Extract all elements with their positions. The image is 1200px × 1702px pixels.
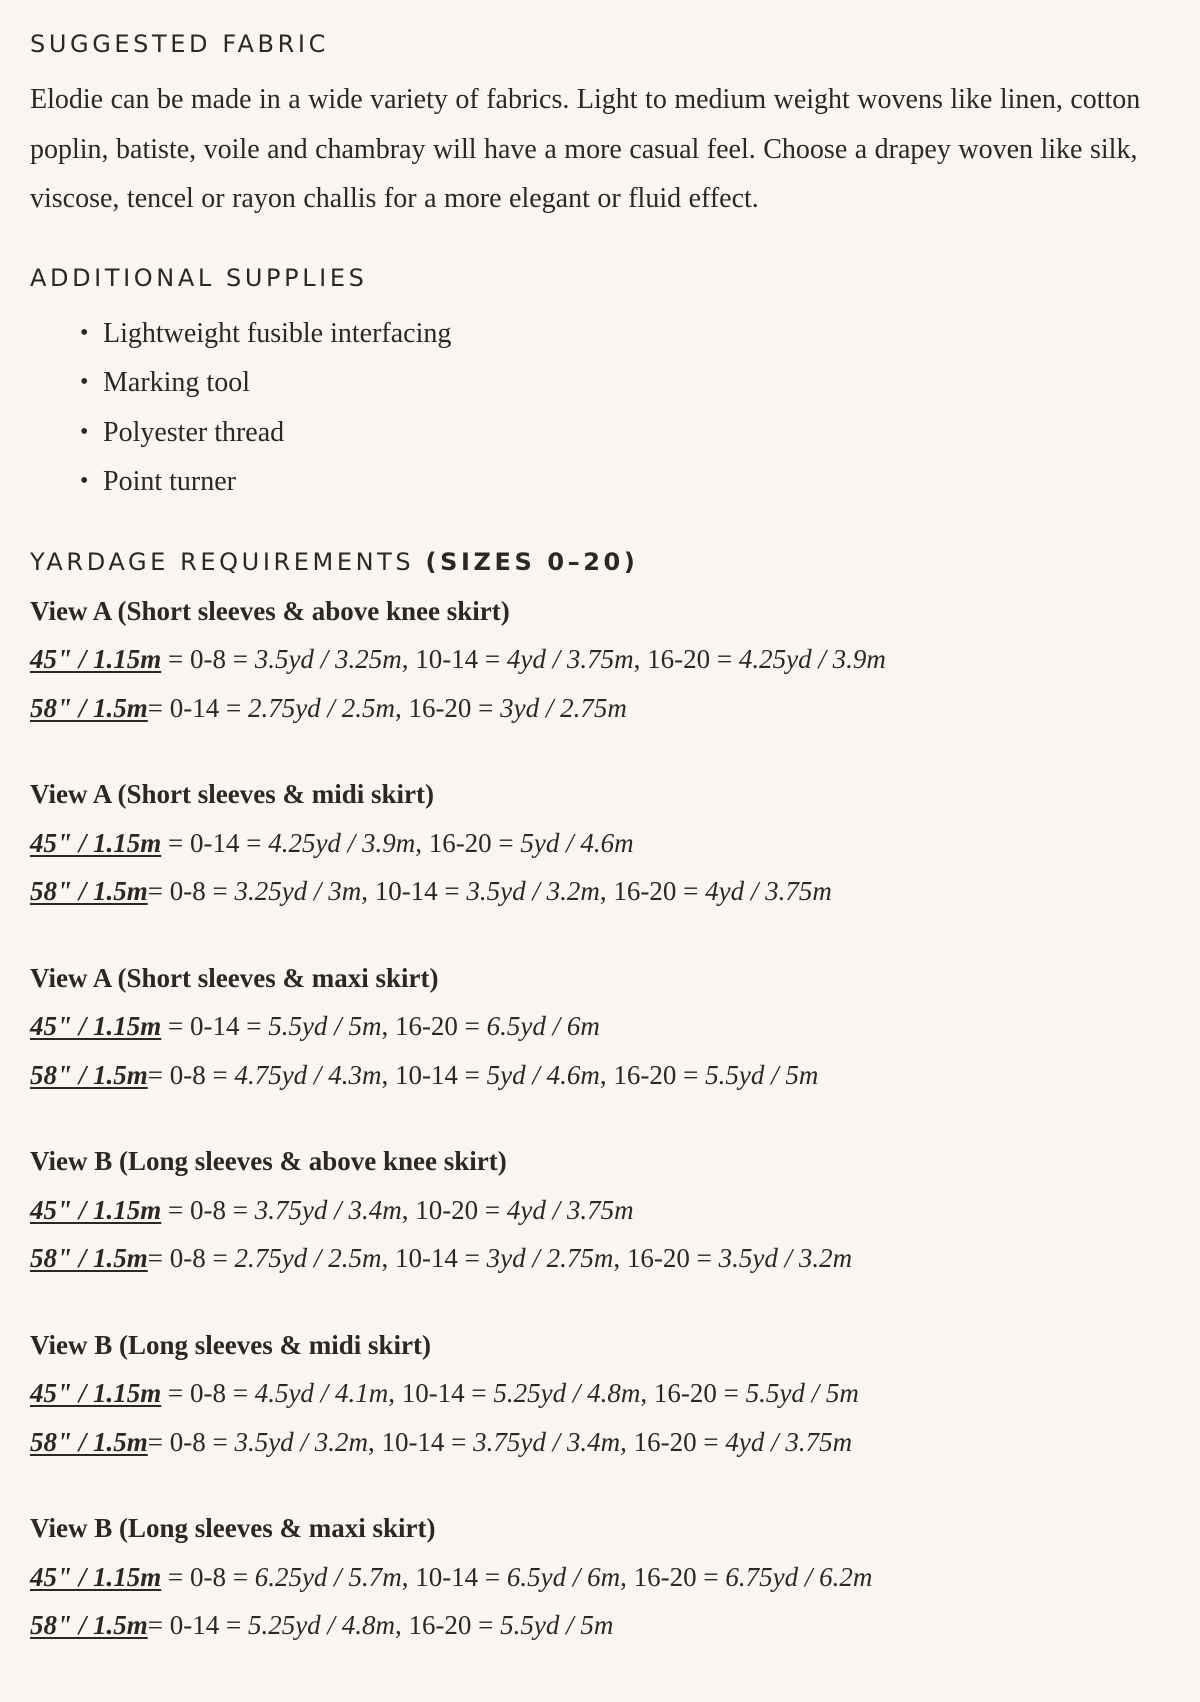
fabric-width-label: 58" / 1.5m [30,876,148,906]
yardage-amount: 5.5yd / 5m [500,1610,614,1640]
equals-sign: = [147,1243,170,1273]
size-range: , 16-20 = [381,1011,487,1041]
size-range: , 10-14 = [388,1378,494,1408]
size-range: , 10-14 = [361,876,467,906]
equals-sign: = [161,1194,190,1225]
yardage-view [30,954,1180,1100]
fabric-width-label: 45" / 1.15m [30,1378,162,1408]
bullet-icon: • [80,418,89,445]
fabric-width-label: 58" / 1.5m [30,1426,148,1457]
view-title: View B (Long sleeves & above knee skirt) [30,1146,507,1176]
fabric-width-label: 45" / 1.15m [30,827,162,858]
equals-sign: = [161,1561,190,1592]
yardage-requirements-heading [30,545,1180,579]
yardage-amount: 3.5yd / 3.2m [466,876,600,906]
view-title: View A (Short sleeves & maxi skirt) [30,962,439,993]
supply-label: Marking tool [103,367,250,398]
bullet-icon: • [80,468,89,494]
size-range: , 16-20 = [613,1243,719,1273]
yardage-amount: 6.75yd / 6.2m [725,1561,873,1592]
yardage-amount: 2.75yd / 2.5m [234,1243,382,1273]
equals-sign: = [147,1426,170,1457]
supply-list-item [80,358,1180,408]
yardage-view [30,587,1180,733]
size-range: 0-14 = [189,827,269,858]
yardage-views [30,587,1180,1650]
suggested-fabric-heading: SUGGESTED FABRIC [30,30,329,58]
additional-supplies-heading: ADDITIONAL SUPPLIES [30,263,368,292]
size-range: , 16-20 = [633,644,739,674]
equals-sign: = [161,1378,190,1408]
yardage-amount: 4.75yd / 4.3m [234,1059,382,1090]
fabric-width-line [30,1051,1180,1100]
fabric-width-line [30,1553,1180,1602]
view-title: View A (Short sleeves & above knee skirt) [30,595,510,626]
yardage-amount: 3.25yd / 3m [234,876,362,906]
size-range: , 16-20 = [394,1610,501,1640]
yardage-amount: 4.5yd / 4.1m [254,1378,389,1408]
equals-sign: = [147,1059,170,1090]
size-range: 0-8 = [169,1059,235,1090]
fabric-width-line [30,684,1180,733]
yardage-amount: 2.75yd / 2.5m [247,692,395,723]
yardage-view [30,770,1180,916]
supply-list-item [80,457,1180,507]
size-range: 0-8 = [169,1426,235,1457]
yardage-amount: 5yd / 4.6m [486,1059,600,1090]
size-range: , 10-14 = [401,1561,507,1592]
size-range: , 16-20 = [620,1426,726,1457]
yardage-amount: 3.75yd / 3.4m [254,1194,402,1225]
fabric-width-line [30,867,1180,916]
size-range: 0-14 = [189,1011,269,1041]
size-range: , 16-20 = [394,692,501,723]
supply-label: Lightweight fusible interfacing [103,317,452,349]
supply-list-item [80,408,1180,458]
size-range: , 10-14 = [401,644,507,674]
fabric-width-label: 45" / 1.15m [30,1561,162,1592]
yardage-amount: 6.25yd / 5.7m [254,1561,402,1592]
size-range: , 16-20 = [599,1059,706,1090]
fabric-width-label: 45" / 1.15m [30,1194,162,1225]
yardage-amount: 4yd / 3.75m [725,1426,853,1457]
size-range: , 16-20 = [640,1378,746,1408]
yardage-amount: 5.25yd / 4.8m [493,1378,641,1408]
equals-sign: = [161,827,190,858]
fabric-width-line [30,819,1180,868]
equals-sign: = [147,692,170,723]
size-range: 0-8 = [189,1378,255,1408]
yardage-amount: 3.5yd / 3.25m [254,644,402,674]
equals-sign: = [147,876,170,906]
suggested-fabric-text: Elodie can be made in a wide variety of fabrics. Light to medium weight wovens like linen, cotton poplin, batiste, voile and chambray will have a more casual feel. Choose a drapey woven like silk, viscose, tencel or rayon challis for a more elegant or fluid effect. [30,84,1141,214]
equals-sign: = [161,644,190,674]
size-range: , 10-14 = [381,1059,487,1090]
bullet-icon: • [80,369,89,395]
yardage-amount: 5yd / 4.6m [520,827,634,858]
yardage-amount: 4yd / 3.75m [506,644,634,674]
equals-sign: = [161,1011,190,1041]
size-range: , 16-20 = [620,1561,726,1592]
fabric-width-label: 45" / 1.15m [30,1011,162,1041]
supply-label: Polyester thread [103,416,285,448]
yardage-amount: 5.5yd / 5m [745,1378,859,1408]
yardage-amount: 4.25yd / 3.9m [738,644,886,674]
yardage-amount: 3yd / 2.75m [500,692,627,723]
supply-list-item [80,309,1180,359]
yardage-amount: 4.25yd / 3.9m [268,827,416,858]
supply-label: Point turner [103,466,236,497]
fabric-width-line [30,1002,1180,1051]
product-details [30,0,1180,1650]
yardage-view [30,1321,1180,1467]
yardage-amount: 5.5yd / 5m [268,1011,382,1041]
size-range: , 16-20 = [415,827,521,858]
yardage-amount: 5.5yd / 5m [705,1059,819,1090]
size-range: 0-8 = [169,876,235,906]
yardage-amount: 3.5yd / 3.2m [234,1426,368,1457]
fabric-width-line [30,1418,1180,1467]
size-range: 0-8 = [169,1243,235,1273]
yardage-amount: 3yd / 2.75m [486,1243,614,1273]
fabric-width-line [30,635,1180,684]
size-range: 0-14 = [169,1610,248,1640]
size-range: 0-14 = [169,692,248,723]
yardage-amount: 5.25yd / 4.8m [247,1610,395,1640]
size-range: , 10-14 = [367,1426,474,1457]
yardage-amount: 3.5yd / 3.2m [718,1243,853,1273]
size-range: 0-8 = [189,644,255,674]
yardage-amount: 6.5yd / 6m [506,1561,621,1592]
yardage-amount: 3.75yd / 3.4m [473,1426,621,1457]
view-title: View A (Short sleeves & midi skirt) [30,779,434,809]
yardage-amount: 4yd / 3.75m [506,1194,634,1225]
fabric-width-line [30,1234,1180,1283]
fabric-width-label: 45" / 1.15m [30,644,162,674]
size-range: , 10-14 = [381,1243,487,1273]
view-title: View B (Long sleeves & maxi skirt) [30,1513,436,1543]
yardage-heading-main: YARDAGE REQUIREMENTS [30,547,415,576]
fabric-width-label: 58" / 1.5m [30,692,148,723]
fabric-width-line [30,1186,1180,1235]
size-range: 0-8 = [189,1561,255,1592]
bullet-icon: • [80,319,89,346]
yardage-amount: 6.5yd / 6m [486,1011,600,1041]
fabric-width-line [30,1601,1180,1650]
equals-sign: = [147,1610,170,1640]
view-title: View B (Long sleeves & midi skirt) [30,1329,431,1360]
fabric-width-label: 58" / 1.5m [30,1610,148,1640]
fabric-width-line [30,1369,1180,1418]
size-range: , 16-20 = [599,876,706,906]
size-range: , 10-20 = [401,1194,507,1225]
size-range: 0-8 = [189,1194,255,1225]
fabric-width-label: 58" / 1.5m [30,1243,148,1273]
supplies-list [30,309,1180,507]
yardage-heading-sizes: (SIZES 0–20) [425,547,639,576]
yardage-view [30,1504,1180,1650]
yardage-view [30,1137,1180,1283]
fabric-width-label: 58" / 1.5m [30,1059,148,1090]
yardage-amount: 4yd / 3.75m [705,876,832,906]
